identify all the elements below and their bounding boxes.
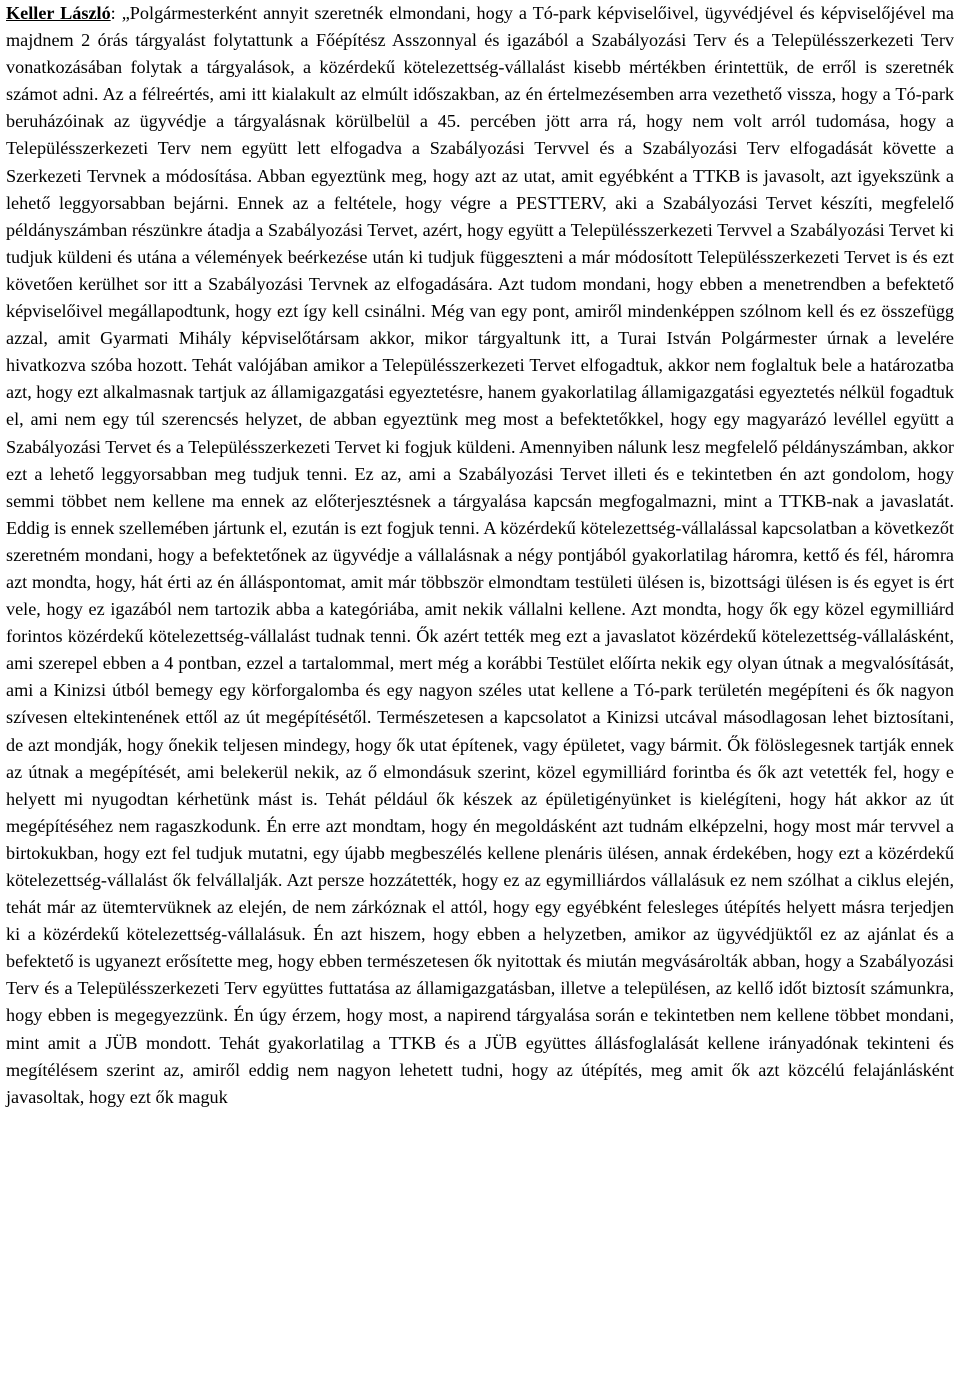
speaker-name: Keller László: [6, 3, 111, 23]
speaker-separator: :: [110, 3, 116, 23]
speech-paragraph: [6, 0, 954, 1111]
speech-text: „Polgármesterként annyit szeretnék elmondani, hogy a Tó-park képviselőivel, ügyvédjével és képviselőjével ma majdnem 2 órás tárgyalást folytattunk a Főépítész Asszonnyal és igazából a Szabályozási Terv és a Településszerkezeti Terv vonatkozásában folytak a tárgyalások, a közérdekű kötelezettség-vállalást kisebb mértékben érintettük, de erről is szeretnék számot adni. Az a félreértés, ami itt kialakult az elmúlt időszakban, az én értelmezésemben arra vezethető vissza, hogy a Tó-park beruházóinak az ügyvédje a tárgyalásnak körülbelül a 45. percében jött arra rá, hogy nem volt arról tudomása, hogy a Településszerkezeti Terv nem együtt lett elfogadva a Szabályozási Tervvel és a Szabályozási Terv elfogadását követte a Szerkezeti Tervnek a módosítása. Abban egyeztünk meg, hogy azt az utat, amit egyébként a TTKB is javasolt, azt igyekszünk a lehető leggyorsabban bejárni. Ennek az a feltétele, hogy végre a PESTTERV, aki a Szabályozási Tervet készíti, megfelelő példányszámban részünkre átadja a Szabályozási Tervet, azért, hogy együtt a Településszerkezeti Tervvel a Szabályozási Tervet ki tudjuk küldeni és utána a vélemények beérkezése után ki tudjuk függeszteni a már módosított Településszerkezeti Tervet is és ezt követően kerülhet sor itt a Szabályozási Tervnek az elfogadására. Azt tudom mondani, hogy ebben a menetrendben a befektető képviselőivel megállapodtunk, hogy ezt így kell csinálni. Még van egy pont, amiről mindenképpen szólnom kell és ez összefügg azzal, amit Gyarmati Mihály képviselőtársam akkor, mikor tárgyaltunk itt, a Turai István Polgármester úrnak a levelére hivatkozva szóba hozott. Tehát valójában amikor a Településszerkezeti Tervet elfogadtuk, akkor nem foglaltuk bele a határozatba azt, hogy ezt alkalmasnak tartjuk az államigazgatási egyeztetésre, hanem gyakorlatilag államigazgatási egyeztetés nélkül fogadtuk el, ami nem egy túl szerencsés helyzet, de abban egyeztünk meg most a befektetőkkel, hogy egy magyarázó levéllel együtt a Szabályozási Tervet és a Településszerkezeti Tervet ki fogjuk küldeni. Amennyiben nálunk lesz megfelelő példányszámban, akkor ezt a lehető leggyorsabban meg tudjuk tenni. Ez az, ami a Szabályozási Tervet illeti és e tekintetben én azt gondolom, hogy semmi többet nem kellene ma ennek az előterjesztésnek a tárgyalása kapcsán megfogalmazni, mint a TTKB-nak a javaslatát. Eddig is ennek szellemében jártunk el, ezután is ezt fogjuk tenni. A közérdekű kötelezettség-vállalással kapcsolatban a következőt szeretném mondani, hogy a befektetőnek az ügyvédje a vállalásnak a négy pontjából gyakorlatilag háromra, kettő és fél, háromra azt mondta, hogy, hát érti az én álláspontomat, amit már többször elmondtam testületi ülésen is, bizottsági ülésen is és egyet is ért vele, hogy ez igazából nem tartozik abba a kategóriába, amit nekik vállalni kellene. Azt mondta, hogy ők egy közel egymilliárd forintos közérdekű kötelezettség-vállalást tudnak tenni. Ők azért tették meg ezt a javaslatot közérdekű kötelezettség-vállalásként, ami szerepel ebben a 4 pontban, ezzel a tartalommal, mert még a korábbi Testület előírta nekik egy olyan útnak a megvalósítását, ami a Kinizsi útból bemegy egy körforgalomba és egy nagyon széles utat kellene a Tó-park területén megépíteni és ők nagyon szívesen eltekintenének ettől az út megépítésétől. Természetesen a kapcsolatot a Kinizsi utcával másodlagosan lehet biztosítani, de azt mondják, hogy őnekik teljesen mindegy, hogy ők utat építenek, vagy épületet, vagy bármit. Ők fölöslegesnek tartják ennek az útnak a megépítését, ami belekerül nekik, az ő elmondásuk szerint, közel egymilliárd forintba és ők azt vetették fel, hogy e helyett mi nyugodtan kérhetünk mást is. Tehát például ők készek az épületigényünket is kielégíteni, hogy hát akkor az út megépítéséhez nem ragaszkodunk. Én erre azt mondtam, hogy én megoldásként azt tudnám elképzelni, hogy most már tervvel a birtokukban, hogy ezt fel tudjuk mutatni, egy újabb megbeszélés kellene plenáris ülésen, annak érdekében, hogy ezt a közérdekű kötelezettség-vállalást ők felvállalják. Azt persze hozzátették, hogy ez az egymilliárdos vállalásuk ez nem szólhat a ciklus elején, tehát már az ütemtervüknek az elején, de nem zárkóznak el attól, hogy egy egyébként felesleges útépítés helyett másra terjedjen ki a közérdekű kötelezettség-vállalásuk. Én azt hiszem, hogy ebben a helyzetben, amikor az ügyvédjüktől ez az ajánlat és a befektető is ugyanezt erősítette meg, hogy ebben természetesen ők nyitottak és miután megvásárolták abban, hogy a Szabályozási Terv és a Településszerkezeti Terv együttes futtatása az államigazgatásban, illetve a településen, az kellő időt biztosít számunkra, hogy ebben is megegyezzünk. Én úgy érzem, hogy most, a napirend tárgyalása során e tekintetben nem kellene többet mondani, mint amit a JÜB mondott. Tehát gyakorlatilag a TTKB és a JÜB együttes állásfoglalását kellene irányadónak tekinteni és megítélésem szerint az, amiről eddig nem nagyon lehetett tudni, hogy az útépítés, meg amit ők azt közcélú felajánlásként javasoltak, hogy ezt ők maguk: [6, 3, 954, 1107]
document-page: [6, 0, 954, 1111]
